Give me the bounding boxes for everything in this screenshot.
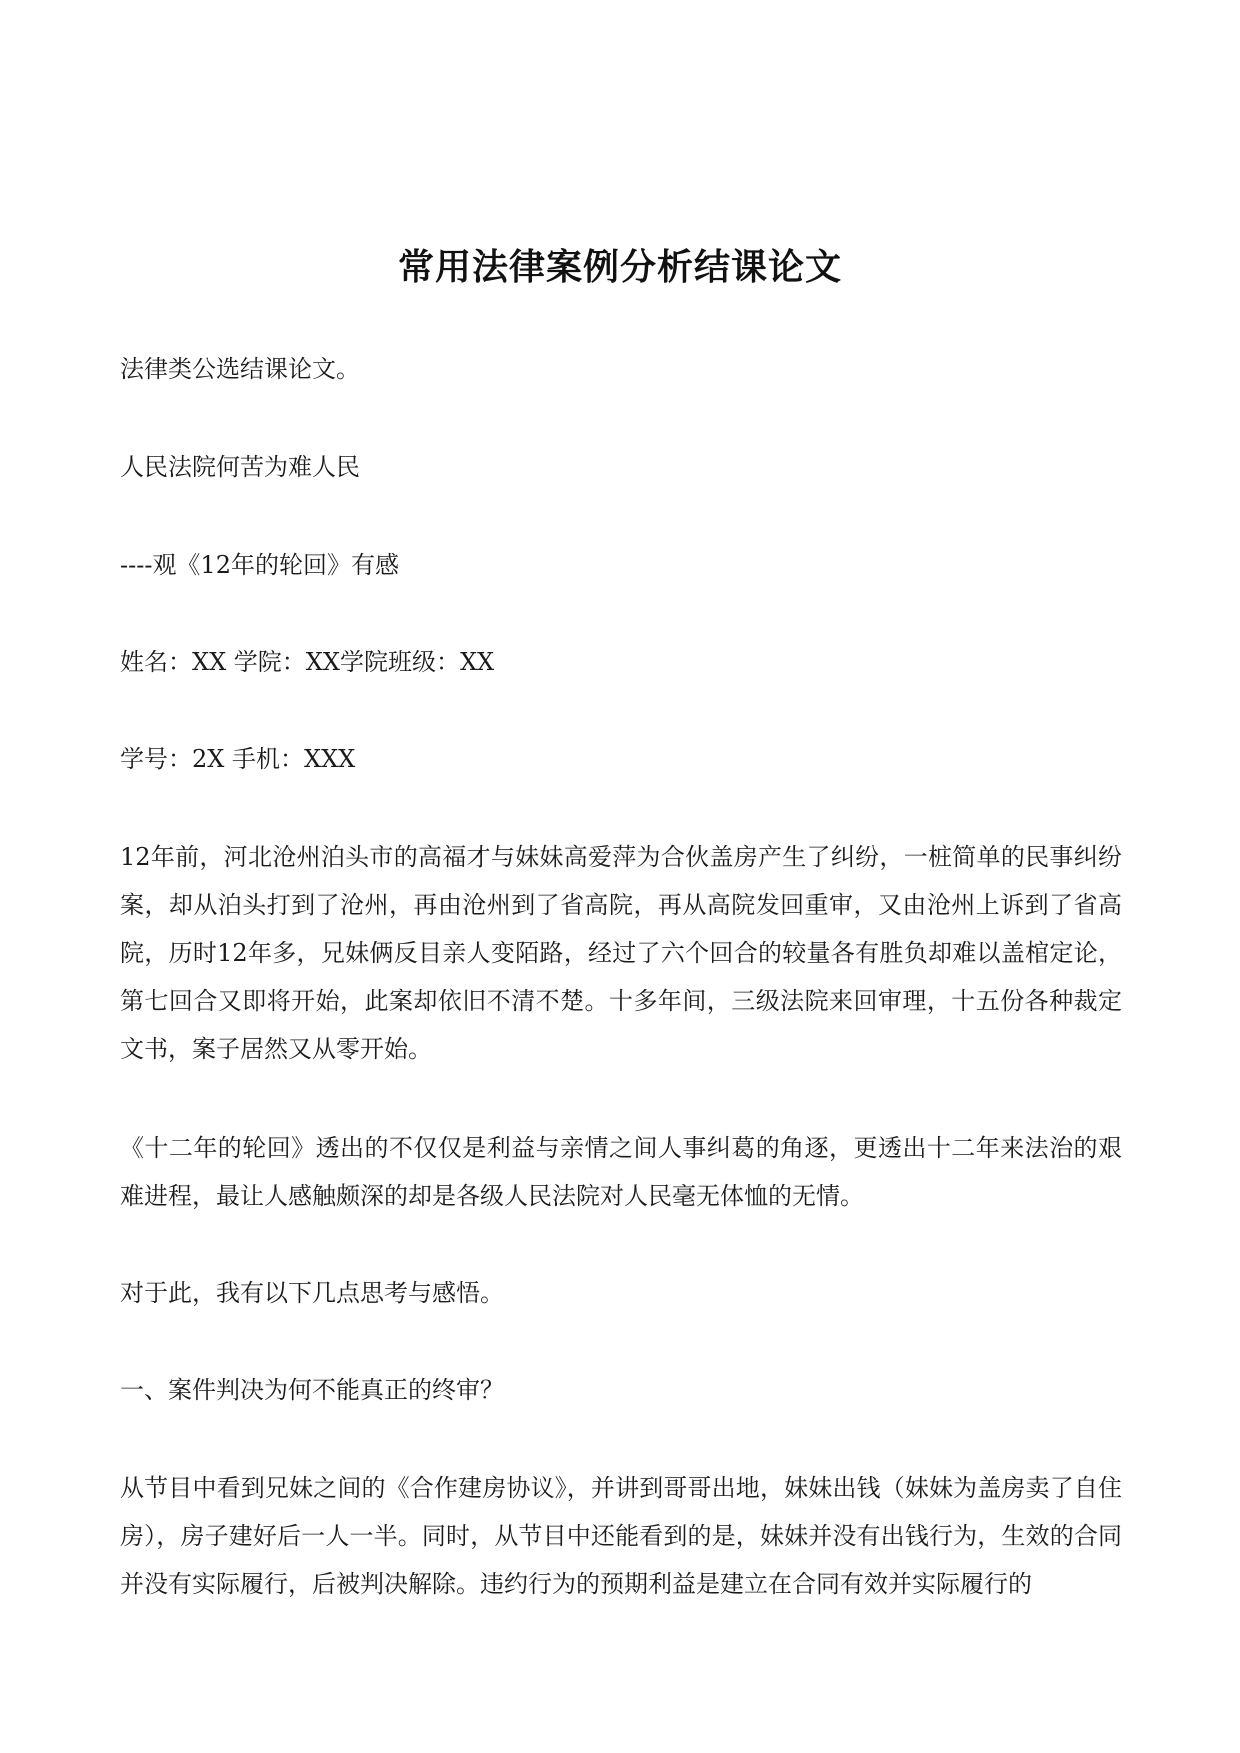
document-title: 常用法律案例分析结课论文 xyxy=(397,247,842,289)
essay-title: 人民法院何苦为难人民 xyxy=(120,453,360,481)
essay-subtitle: ----观《12年的轮回》有感 xyxy=(120,551,399,579)
body-paragraph-section-1: 从节目中看到兄妹之间的《合作建房协议》，并讲到哥哥出地，妹妹出钱（妹妹为盖房卖了自住房），房子建好后一人一半。同时，从节目中还能看到的是，妹妹并没有出钱行为，生效的合同并没有实际履行，后被判决解除。违约行为的预期利益是建立在合同有效并实际履行的 xyxy=(120,1474,1122,1598)
student-info-line-1: 姓名：XX 学院：XX学院班级：XX xyxy=(120,648,495,676)
body-paragraph-reflection: 《十二年的轮回》透出的不仅仅是利益与亲情之间人事纠葛的角逐，更透出十二年来法治的艰难进程，最让人感触颇深的却是各级人民法院对人民毫无体恤的无情。 xyxy=(120,1134,1122,1210)
section-heading-1: 一、案件判决为何不能真正的终审？ xyxy=(120,1376,504,1404)
body-paragraph-case-summary: 12年前，河北沧州泊头市的高福才与妹妹高爱萍为合伙盖房产生了纠纷，一桩简单的民事纠纷案，却从泊头打到了沧州，再由沧州到了省高院，再从高院发回重审，又由沧州上诉到了省高院，历时12年多，兄妹俩反目亲人变陌路，经过了六个回合的较量各有胜负却难以盖棺定论，第七回合又即将开始，此案却依旧不清不楚。十多年间，三级法院来回审理，十五份各种裁定文书，案子居然又从零开始。 xyxy=(120,843,1122,1063)
body-paragraph-intro-points: 对于此，我有以下几点思考与感悟。 xyxy=(120,1279,504,1307)
course-note: 法律类公选结课论文。 xyxy=(120,355,360,383)
student-info-line-2: 学号：2X 手机：XXX xyxy=(120,745,356,773)
